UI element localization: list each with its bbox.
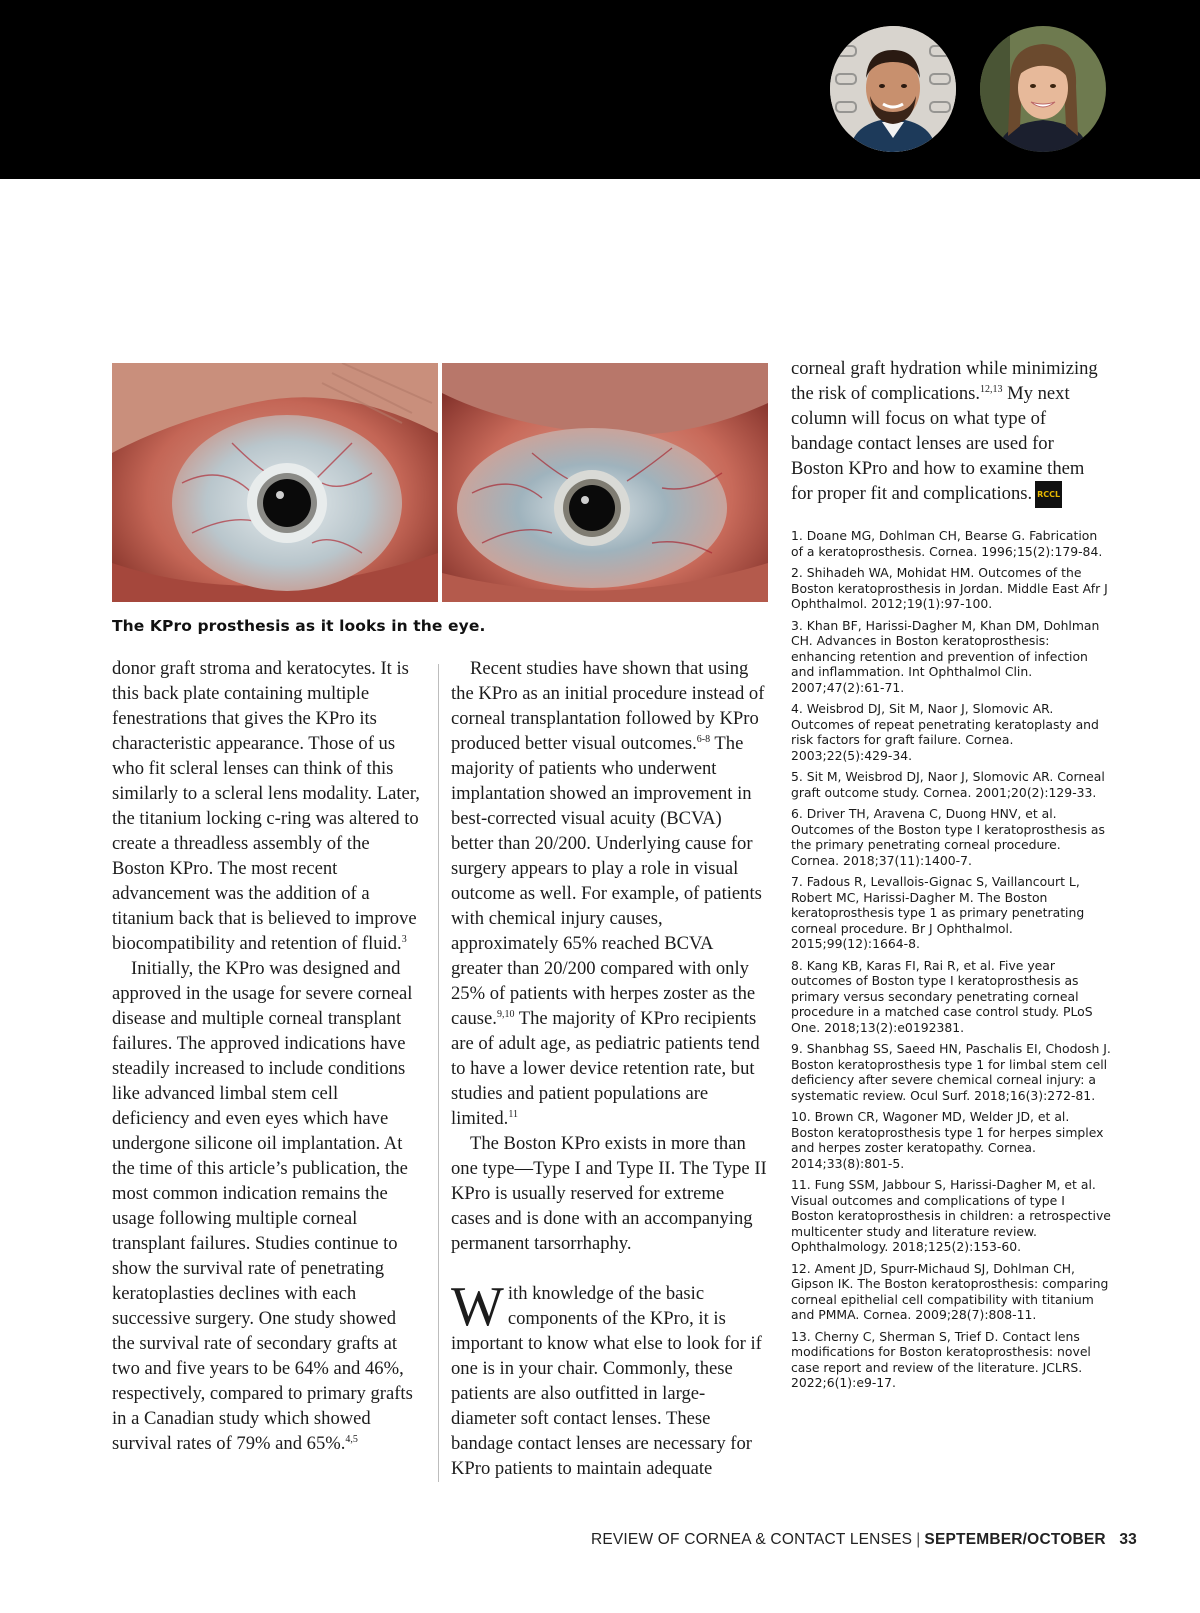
paragraph: donor graft stroma and keratocytes. It is this back plate containing multiple fenestrations that gives the KPro its characteristic appearance. Those of us who fit scleral lenses can think of this similarly to a scleral lens modality. Later, the titanium locking c-ring was altered to create a threadless assembly of the Boston KPro. The most recent advancement was the addition of a titanium back that is believed to improve biocompatibility and retention of fluid.$^3$ xyxy=(112,658,420,954)
author-photo-2 xyxy=(980,26,1106,152)
eye-photo-right xyxy=(442,363,768,602)
page-number: 33 xyxy=(1119,1531,1137,1548)
page-footer xyxy=(591,1531,1137,1549)
drop-cap: W xyxy=(451,1276,504,1338)
reference-item: 7. Fadous R, Levallois-Gignac S, Vaillancourt L, Robert MC, Harissi-Dagher M. The Boston keratoprosthesis type 1 as primary penetrating corneal procedure. Br J Ophthalmol. 2015;99(12):1664-8. xyxy=(791,874,1085,951)
footer-separator: | xyxy=(916,1531,921,1548)
reference-item: 4. Weisbrod DJ, Sit M, Naor J, Slomovic AR. Outcomes of repeat penetrating keratoplasty and risk factors for graft failure. Cornea. 2003;22(5):429-34. xyxy=(791,701,1099,763)
author-photo-1 xyxy=(830,26,956,152)
reference-item: 8. Kang KB, Karas FI, Rai R, et al. Five year outcomes of Boston type I keratoprosthesis as primary versus secondary penetrating corneal procedure in a matched case control study. PLoS One. 2018;13(2):e0192381. xyxy=(791,957,1093,1035)
body-column-3 xyxy=(791,356,1106,508)
reference-item: 13. Cherny C, Sherman S, Trief D. Contact lens modifications for Boston keratoprosthesis: novel case report and review of the literature. JCLRS. 2022;6(1):e9-17. xyxy=(791,1328,1091,1390)
column-divider xyxy=(438,664,439,1482)
figure-caption: The KPro prosthesis as it looks in the eye. xyxy=(112,617,486,635)
body-column-1 xyxy=(112,656,420,1456)
eye-photo-left xyxy=(112,363,438,602)
reference-item: 12. Ament JD, Spurr-Michaud SJ, Dohlman CH, Gipson IK. The Boston keratoprosthesis: comparing corneal epithelial cell compatibility with titanium and PMMA. Cornea. 2009;28(7):808-11. xyxy=(791,1260,1109,1322)
paragraph: With knowledge of the basic components of the KPro, it is important to know what else to look for if one is in your chair. Commonly, these patients are also outfitted in large-diameter soft contact lenses. These bandage contact lenses are necessary for KPro patients to maintain adequate xyxy=(451,1276,762,1479)
reference-item: 9. Shanbhag SS, Saeed HN, Paschalis EI, Chodosh J. Boston keratoprosthesis type 1 for limbal stem cell deficiency after severe chemical corneal injury: a systematic review. Ocul Surf. 2018;16(3):272-81. xyxy=(791,1041,1111,1103)
issue-date: SEPTEMBER/OCTOBER xyxy=(924,1531,1106,1548)
body-column-2 xyxy=(451,656,767,1481)
reference-item: 3. Khan BF, Harissi-Dagher M, Khan DM, Dohlman CH. Advances in Boston keratoprosthesis: enhancing retention and prevention of infection and inflammation. Int Ophthalmol Clin. 2007;47(2):61-71. xyxy=(791,617,1100,695)
reference-item: 10. Brown CR, Wagoner MD, Welder JD, et al. Boston keratoprosthesis type 1 for herpes simplex and herpes zoster keratopathy. Cornea. 2014;33(8):801-5. xyxy=(791,1109,1104,1171)
reference-item: 2. Shihadeh WA, Mohidat HM. Outcomes of the Boston keratoprosthesis in Jordan. Middle East Afr J Ophthalmol. 2012;19(1):97-100. xyxy=(791,565,1108,611)
reference-item: 11. Fung SSM, Jabbour S, Harissi-Dagher M, et al. Visual outcomes and complications of type I Boston keratoprosthesis in children: a retrospective multicenter study and literature review. Ophthalmology. 2018;125(2):153-60. xyxy=(791,1177,1111,1254)
paragraph: The Boston KPro exists in more than one type—Type I and Type II. The Type II KPro is usually reserved for extreme cases and is done with an accompanying permanent tarsorrhaphy. xyxy=(451,1133,767,1254)
reference-item: 5. Sit M, Weisbrod DJ, Naor J, Slomovic AR. Corneal graft outcome study. Cornea. 2001;20(2):129-33. xyxy=(791,769,1105,800)
paragraph: corneal graft hydration while minimizing the risk of complications.$^{12,13}$ My next column will focus on what type of bandage contact lenses are used for Boston KPro and how to examine them for proper fit and complications. RCCL xyxy=(791,356,1106,508)
end-mark-logo: RCCL xyxy=(1035,481,1062,508)
paragraph: Recent studies have shown that using the KPro as an initial procedure instead of corneal transplantation followed by KPro produced better visual outcomes.$^{6-8}$ The majority of patients who underwent implantation showed an improvement in best-corrected visual acuity (BCVA) better than 20/200. Underlying cause for surgery appears to play a role in visual outcome as well. For example, of patients with chemical injury causes, approximately 65% reached BCVA greater than 20/200 compared with only 25% of patients with herpes zoster as the cause.$^{9,10}$ The majority of KPro recipients are of adult age, as pediatric patients tend to have a lower device retention rate, but studies and patient populations are limited.$^{11}$ xyxy=(451,658,765,1129)
paragraph: Initially, the KPro was designed and approved in the usage for severe corneal disease and multiple corneal transplant failures. The approved indications have steadily increased to include conditions like advanced limbal stem cell deficiency and even eyes which have undergone silicone oil implantation. At the time of this article’s publication, the most common indication remains the usage following multiple corneal transplant failures. Studies continue to show the survival rate of penetrating keratoplasties declines with each successive surgery. One study showed the survival rate of secondary grafts at two and five years to be 64% and 46%, respectively, compared to primary grafts in a Canadian study which showed survival rates of 79% and 65%.$^{4,5}$ xyxy=(112,958,413,1454)
references-list xyxy=(791,528,1111,1397)
reference-item: 6. Driver TH, Aravena C, Duong HNV, et al. Outcomes of the Boston type I keratoprosthesis as the primary penetrating corneal procedure. Cornea. 2018;37(11):1400-7. xyxy=(791,806,1105,868)
reference-item: 1. Doane MG, Dohlman CH, Bearse G. Fabrication of a keratoprosthesis. Cornea. 1996;15(2):179-84. xyxy=(791,528,1103,559)
publication-name: REVIEW OF CORNEA & CONTACT LENSES xyxy=(590,1531,913,1548)
